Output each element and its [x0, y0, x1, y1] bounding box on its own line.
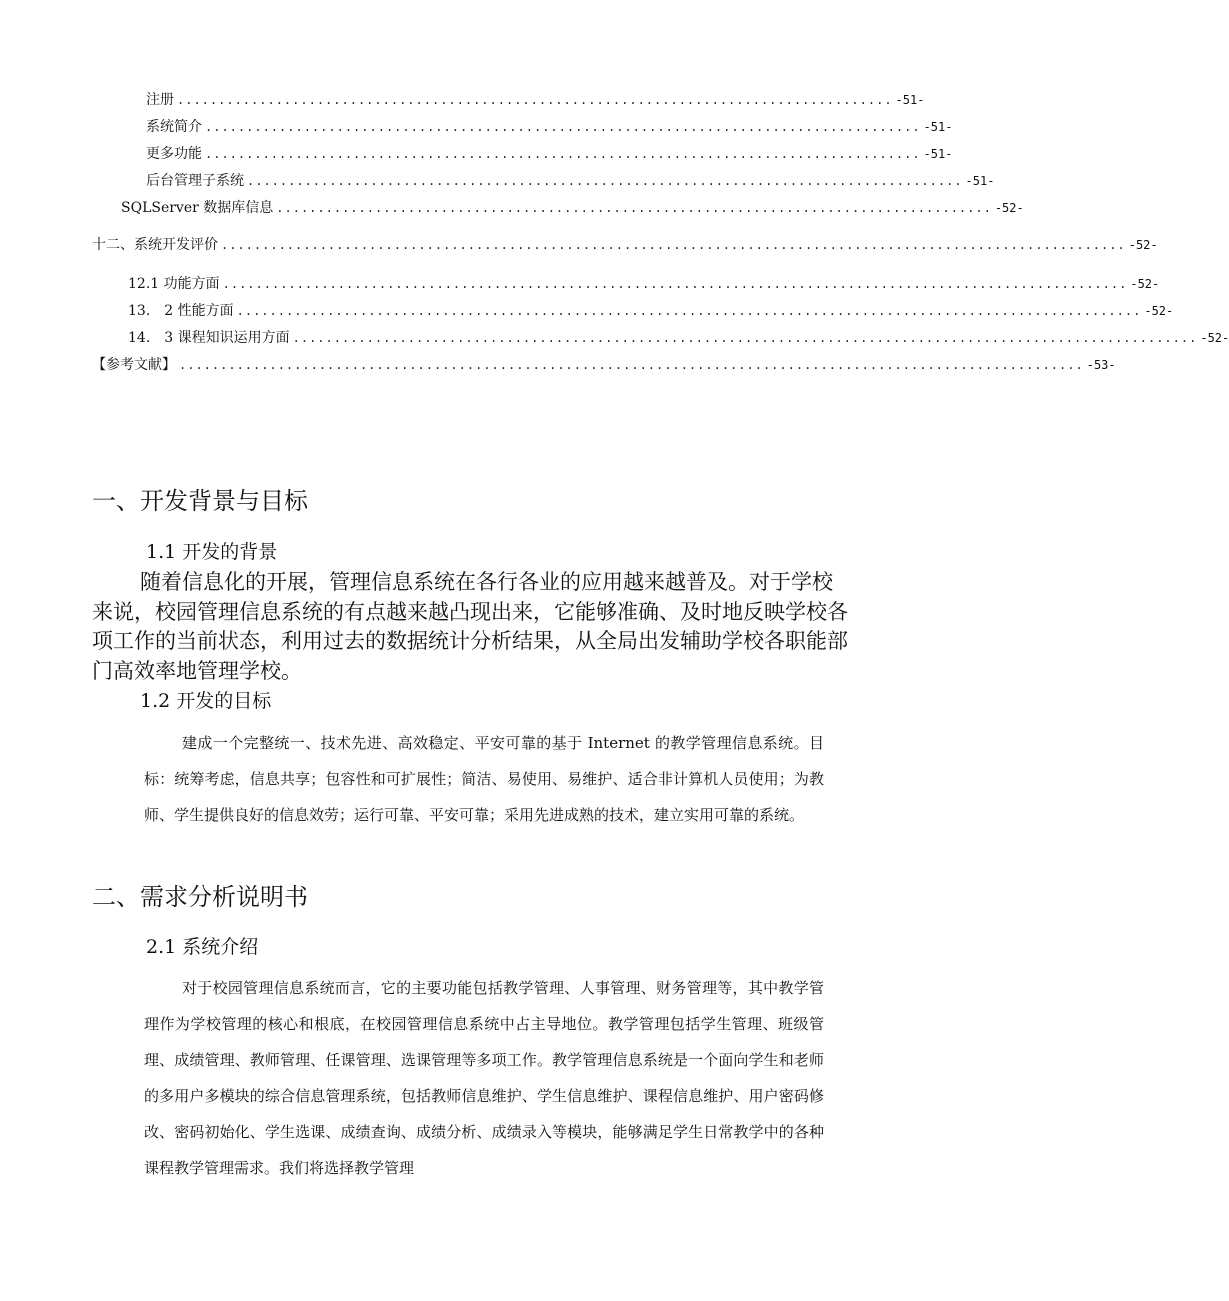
toc-entry-page: -52-	[1144, 304, 1174, 318]
toc-entry-label: SQLServer 数据库信息	[121, 200, 274, 216]
toc-leader-dots: ..............................................................................................................	[292, 331, 1198, 345]
section2-sub1-heading: 2.1 系统介绍	[146, 936, 259, 958]
toc-entry[interactable]	[92, 234, 1158, 256]
section1-heading: 一、开发背景与目标	[92, 487, 308, 515]
toc-leader-dots: ..............................................................................................................	[236, 304, 1142, 318]
toc-leader-dots: .......................................................................................	[247, 174, 963, 188]
toc-leader-dots: ..............................................................................................................	[222, 277, 1128, 291]
toc-entry[interactable]	[146, 170, 995, 192]
toc-entry[interactable]	[146, 89, 925, 111]
toc-entry-label: 后台管理子系统	[146, 173, 244, 189]
toc-leader-dots: ..............................................................................................................	[179, 358, 1084, 372]
toc-entry-page: -52-	[1128, 238, 1158, 252]
section1-sub1-heading: 1.1 开发的背景	[146, 541, 278, 563]
toc-entry-label: 注册	[146, 92, 174, 108]
toc-entry[interactable]	[128, 300, 1174, 322]
toc-entry-page: -52-	[994, 201, 1024, 215]
toc-leader-dots: .......................................................................................	[205, 147, 921, 161]
toc-leader-dots: .......................................................................................	[177, 93, 893, 107]
toc-leader-dots: .......................................................................................	[276, 201, 992, 215]
toc-entry[interactable]	[128, 273, 1160, 295]
toc-entry-page: -51-	[923, 147, 953, 161]
section2-heading: 二、需求分析说明书	[92, 883, 308, 911]
toc-entry[interactable]	[146, 116, 953, 138]
section1-goals-paragraph: 建成一个完整统一、技术先进、高效稳定、平安可靠的基于 Internet 的教学管理信息系统。目标：统筹考虑，信息共享；包容性和可扩展性；简洁、易使用、易维护、适合非计算机人员使用；为教师、学生提供良好的信息效劳；运行可靠、平安可靠；采用先进成熟的技术，建立实用可靠的系统。	[144, 734, 824, 824]
toc-leader-dots: .......................................................................................	[205, 120, 921, 134]
toc-entry[interactable]	[146, 143, 953, 165]
toc-leader-dots: ..............................................................................................................	[221, 238, 1126, 252]
toc-entry[interactable]	[121, 197, 1024, 219]
toc-entry-label: 更多功能	[146, 146, 202, 162]
toc-entry[interactable]	[128, 327, 1229, 349]
toc-entry-label: 14. 3 课程知识运用方面	[128, 330, 290, 346]
toc-entry-page: -52-	[1130, 277, 1160, 291]
toc-entry-page: -51-	[965, 174, 995, 188]
toc-entry-page: -51-	[895, 93, 925, 107]
toc-entry-label: 12.1 功能方面	[128, 276, 220, 292]
toc-entry-page: -51-	[923, 120, 953, 134]
section1-sub2-heading: 1.2 开发的目标	[140, 690, 272, 712]
toc-entry-label: 13. 2 性能方面	[128, 303, 234, 319]
toc-entry-label: 十二、系统开发评价	[92, 237, 218, 253]
toc-entry-page: -53-	[1086, 358, 1116, 372]
toc-entry[interactable]	[92, 354, 1116, 376]
toc-entry-label: 系统简介	[146, 119, 202, 135]
toc-entry-label: 【参考文献】	[92, 357, 176, 373]
section1-background-paragraph: 随着信息化的开展，管理信息系统在各行各业的应用越来越普及。对于学校来说，校园管理信息系统的有点越来越凸现出来，它能够准确、及时地反映学校各项工作的当前状态，利用过去的数据统计分析结果，从全局出发辅助学校各职能部门高效率地管理学校。	[92, 570, 848, 683]
toc-entry-page: -52-	[1200, 331, 1229, 345]
section2-intro-paragraph: 对于校园管理信息系统而言，它的主要功能包括教学管理、人事管理、财务管理等，其中教学管理作为学校管理的核心和根底，在校园管理信息系统中占主导地位。教学管理包括学生管理、班级管理、成绩管理、教师管理、任课管理、选课管理等多项工作。教学管理信息系统是一个面向学生和老师的多用户多模块的综合信息管理系统，包括教师信息维护、学生信息维护、课程信息维护、用户密码修改、密码初始化、学生选课、成绩查询、成绩分析、成绩录入等模块，能够满足学生日常教学中的各种课程教学管理需求。我们将选择教学管理	[144, 979, 824, 1177]
